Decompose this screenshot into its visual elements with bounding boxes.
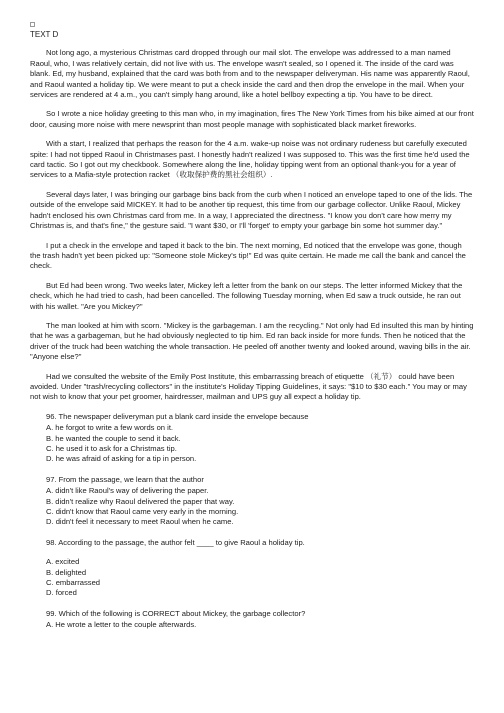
paragraph: Had we consulted the website of the Emily Post Institute, this embarrassing breach of etiquette （礼节） could have been avoided. Under "trash/recycling collectors" in the institute's Holiday Tipping Guidelines, it says: "$10 to $30 each." You may or may not wish to know that your pet groomer, hairdresser, mailman and UPS guy all expect a holiday tip. (30, 371, 467, 402)
paragraph: With a start, I realized that perhaps the reason for the 4 a.m. wake-up noise was not ordinary rudeness but carefully executed spite: I had not tipped Raoul in Christmases past. I honestly hadn't realized I was supposed to. This was the first time he'd used the card tactic. So I got out my checkbook. Somewhere along the line, holiday tipping went from an optional thank-you for a year of services to a Mafia-style protection racket （收取保护费的黑社会组织）. (30, 139, 470, 180)
answer-option: A. didn't like Raoul's way of delivering the paper. (46, 486, 209, 496)
question-96 (30, 412, 474, 465)
question-99 (30, 609, 474, 631)
answer-option: D. he was afraid of asking for a tip in person. (46, 454, 197, 464)
answer-option: C. he used it to ask for a Christmas tip. (46, 444, 177, 453)
paragraph: I put a check in the envelope and taped it back to the bin. The next morning, Ed noticed that the envelope was gone, though the trash hadn't yet been picked up: "Someone stole Mickey's tip!" Ed was quite certain. He made me call the bank and cancel the check. (30, 240, 466, 271)
question-stem: 96. The newspaper deliveryman put a blank card inside the envelope because (46, 411, 309, 421)
question-98 (30, 538, 474, 599)
answer-option: B. delighted (46, 567, 87, 577)
answer-option: A. He wrote a letter to the couple afterwards. (46, 620, 197, 630)
answer-option: A. he forgot to write a few words on it. (46, 423, 174, 433)
page-marker (30, 22, 35, 27)
paragraph: Not long ago, a mysterious Christmas card dropped through our mail slot. The envelope was addressed to a man named Raoul, who, I was relatively certain, did not live with us. The envelope wasn't sealed, so I opened it. The inside of the card was blank. Ed, my husband, explained that the card was both from and to the newspaper deliveryman. His name was apparently Raoul, and Raoul wanted a holiday tip. We were meant to put a check inside the card and then drop the envelope in the mail. When your services are rendered at 4 a.m., you can't simply hang around, like a hotel bellboy expecting a tip. You have to be direct. (30, 48, 470, 100)
paragraph: The man looked at him with scorn. "Mickey is the garbageman. I am the recycling." Not only had Ed insulted this man by hinting that he was a garbageman, but he had obviously neglected to tip him. Ed ran back inside for more funds. Then he noticed that the driver of the truck had been watching the whole transaction. He peeled off another twenty and looked around, waving bills in the air. "Anyone else?" (30, 320, 474, 362)
question-stem: 99. Which of the following is CORRECT about Mickey, the garbage collector? (46, 608, 306, 618)
question-stem: 98. According to the passage, the author felt ____ to give Raoul a holiday tip. (46, 537, 305, 547)
paragraph: So I wrote a nice holiday greeting to this man who, in my imagination, fires The New York Times from his bike aimed at our front door, causing more noise with mere newsprint than most people manage with sophisticated black market fireworks. (30, 109, 474, 129)
section-title: TEXT D (30, 30, 59, 39)
paragraph: Several days later, I was bringing our garbage bins back from the curb when I noticed an envelope taped to one of the lids. The outside of the envelope said MICKEY. It had to be another tip request, this time from our garbage collector. Unlike Raoul, Mickey hadn't enclosed his own Christmas card from me. In a way, I appreciated the directness. "I know you don't care how merry my Christmas is, and that's fine," the gesture said. "I want $30, or I'll 'forget' to empty your garbage bin some hot summer day." (30, 189, 473, 231)
answer-option: B. he wanted the couple to send it back. (46, 433, 181, 443)
answer-option: D. forced (46, 588, 77, 598)
answer-option: D. didn't feel it necessary to meet Raoul when he came. (46, 517, 234, 527)
answer-option: B. didn't realize why Raoul delivered the paper that way. (46, 496, 235, 506)
question-stem: 97. From the passage, we learn that the author (46, 474, 204, 484)
answer-option: A. excited (46, 557, 80, 567)
answer-option: C. embarrassed (46, 578, 101, 588)
question-97 (30, 475, 474, 528)
paragraph: But Ed had been wrong. Two weeks later, Mickey left a letter from the bank on our steps. The letter informed Mickey that the check, which he had tried to cash, had been cancelled. The following Tuesday morning, when Ed saw a truck outside, he ran out with his wallet. "Are you Mickey?" (30, 280, 463, 311)
answer-option: C. didn't know that Raoul came very early in the morning. (46, 507, 239, 517)
